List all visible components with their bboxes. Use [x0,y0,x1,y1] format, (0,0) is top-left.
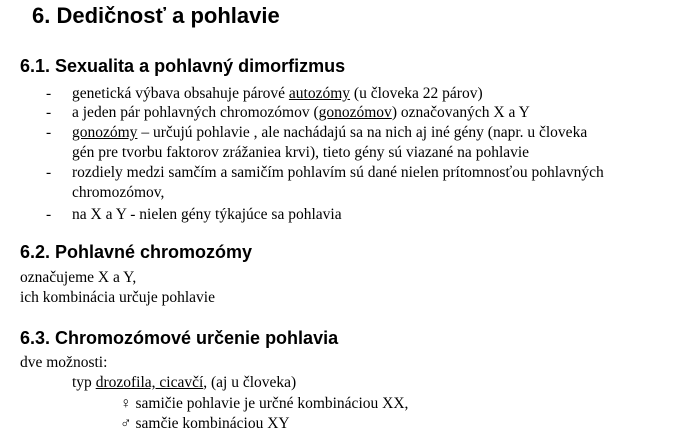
bullet-dash: - [46,164,52,181]
list-item: a jeden pár pohlavných chromozómov (gonozómov) označovaných X a Y [72,104,530,121]
underlined-term: gonozómov [318,104,392,121]
type-line: typ drozofila, cicavčí, (aj u človeka) [72,374,297,391]
list-item-continuation: chromozómov, [72,184,165,201]
male-line: ♂ samčie kombináciou XY [120,415,290,432]
paragraph-line: označujeme X a Y, [20,269,137,286]
section-heading-6-3: 6.3. Chromozómové určenie pohlavia [20,328,339,348]
underlined-term: gonozómy [72,124,138,141]
bullet-dash: - [46,85,52,102]
bullet-dash: - [46,104,52,121]
underlined-term: drozofila, cicavčí [95,374,204,391]
list-item: rozdiely medzi samčím a samičím pohlavím sú dané nielen prítomnosťou pohlavných [72,164,604,181]
list-item: genetická výbava obsahuje párové autozómy (u človeka 22 párov) [72,85,483,102]
section-heading-6-2: 6.2. Pohlavné chromozómy [20,242,253,262]
underlined-term: autozómy [288,85,351,102]
list-item: na X a Y - nielen gény týkajúce sa pohlavia [72,206,342,223]
paragraph-line: ich kombinácia určuje pohlavie [20,289,215,306]
bullet-dash: - [46,206,52,223]
page-title: 6. Dedičnosť a pohlavie [32,3,280,28]
female-line: ♀ samičie pohlavie je určné kombináciou XX, [120,395,409,412]
list-item: gonozómy – určujú pohlavie , ale nachádajú sa na nich aj iné gény (napr. u človeka [72,124,588,141]
bullet-dash: - [46,124,52,141]
paragraph-line: dve možnosti: [20,354,108,371]
list-item-continuation: gén pre tvorbu faktorov zrážaniea krvi), tieto gény sú viazané na pohlavie [72,144,530,161]
section-heading-6-1: 6.1. Sexualita a pohlavný dimorfizmus [20,56,346,76]
